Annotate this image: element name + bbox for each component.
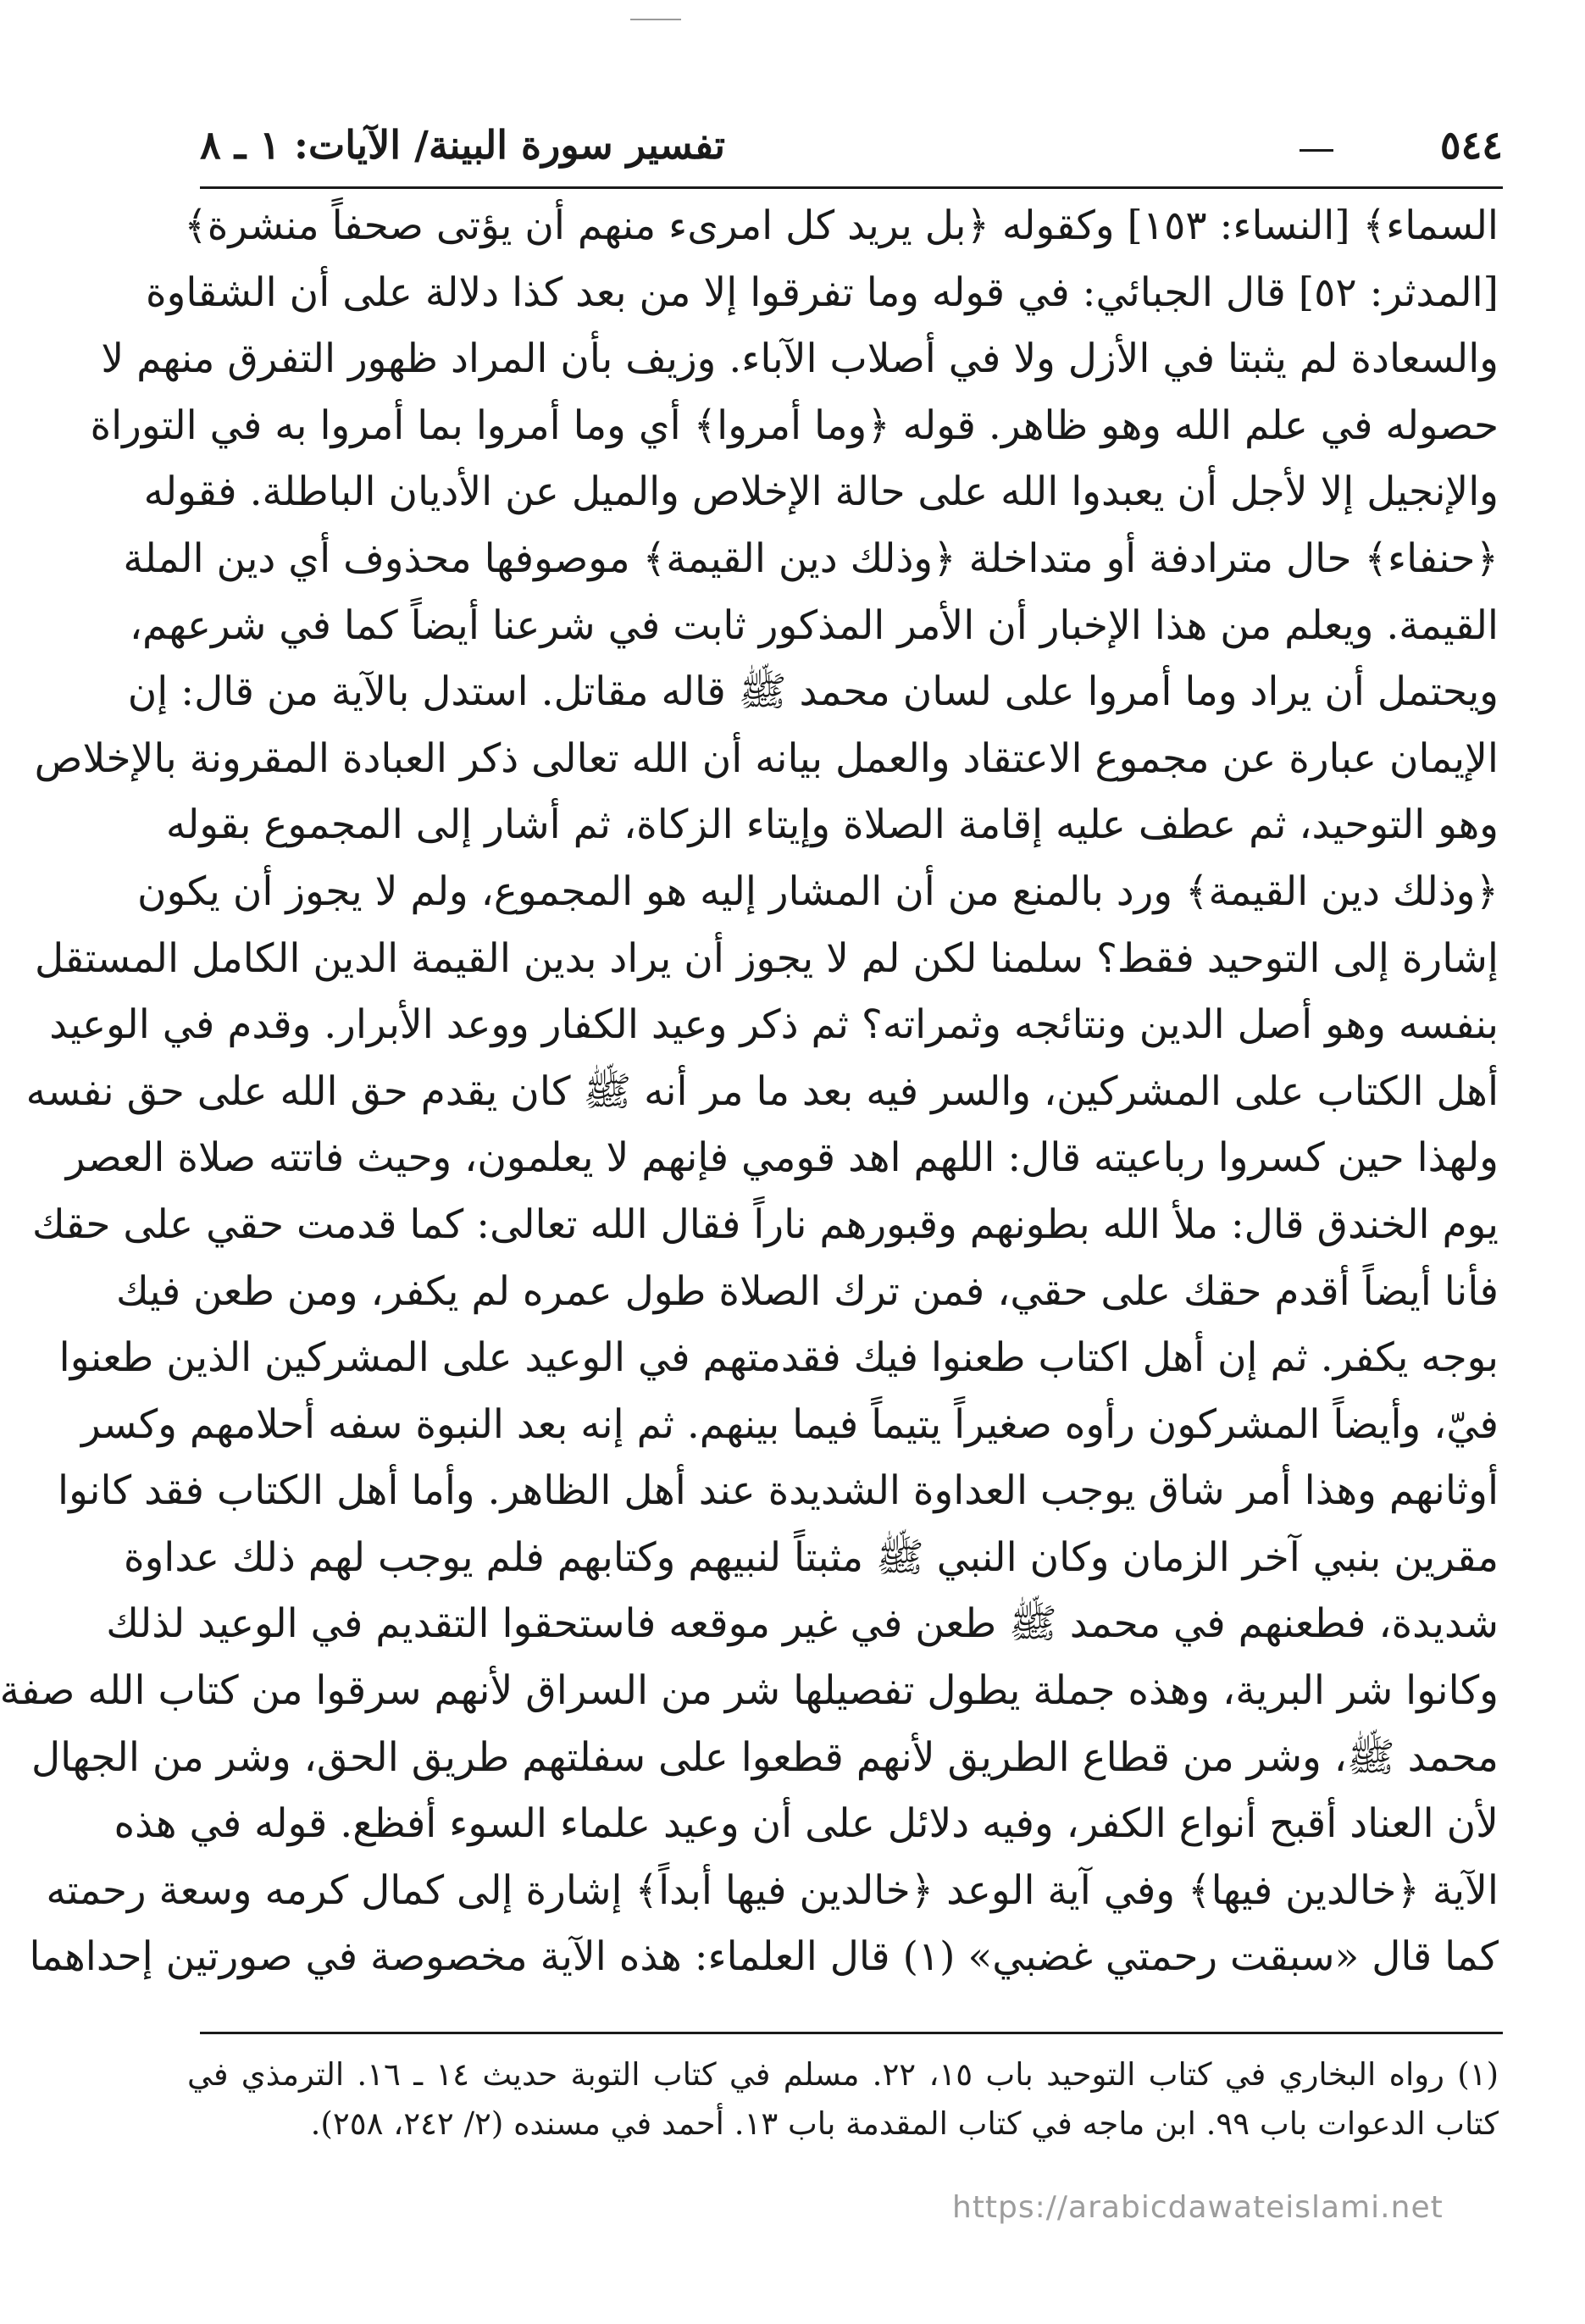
text-line: ويحتمل أن يراد وما أمروا على لسان محمد ﷺ قاله مقاتل. استدل بالآية من قال: إن: [127, 668, 1499, 716]
footnote-separator: [200, 2032, 1503, 2034]
text-line: يوم الخندق قال: ملأ الله بطونهم وقبورهم ناراً فقال الله تعالى: كما قدمت حقي على حقك: [31, 1201, 1499, 1248]
text-line: [المدثر: ٥٢] قال الجبائي: في قوله وما تفرقوا إلا من بعد كذا دلالة على أن الشقاوة: [146, 269, 1499, 316]
text-line: وكانوا شر البرية، وهذه جملة يطول تفصيلها شر من السراق لأنهم سرقوا من كتاب الله صفة: [0, 1667, 1499, 1715]
text-line: أهل الكتاب على المشركين، والسر فيه بعد ما مر أنه ﷺ كان يقدم حق الله على حق نفسه: [25, 1068, 1499, 1115]
running-title: تفسير سورة البينة/ الآيات: ١ ـ ٨: [200, 122, 726, 168]
text-line: ﴿وذلك دين القيمة﴾ ورد بالمنع من أن المشار إليه هو المجموع، ولم لا يجوز أن يكون: [137, 868, 1499, 915]
text-line: والإنجيل إلا لأجل أن يعبدوا الله على حالة الإخلاص والميل عن الأديان الباطلة. فقوله: [143, 469, 1499, 516]
text-line: شديدة، فطعنهم في محمد ﷺ طعن في غير موقعه فاستحقوا التقديم في الوعيد لذلك: [106, 1600, 1499, 1648]
text-line: والسعادة لم يثبتا في الأزل ولا في أصلاب الآباء. وزيف بأن المراد ظهور التفرق منهم لا: [101, 336, 1499, 383]
text-line: بوجه يكفر. ثم إن أهل اكتاب طعنوا فيك فقدمتهم في الوعيد على المشركين الذين طعنوا: [58, 1334, 1499, 1382]
main-text: [0, 193, 1499, 1991]
text-line: بنفسه وهو أصل الدين ونتائجه وثمراته؟ ثم ذكر وعيد الكفار ووعد الأبرار. وقدم في الوعيد: [49, 1001, 1499, 1049]
text-line: لأن العناد أقبح أنواع الكفر، وفيه دلائل على أن وعيد علماء السوء أفظع. قوله في هذه: [114, 1800, 1499, 1848]
watermark-url: https://arabicdawateislami.net: [952, 2190, 1444, 2225]
page-header: [200, 110, 1503, 189]
footnote-line: (١) رواه البخاري في كتاب التوحيد باب ١٥، ٢٢. مسلم في كتاب التوبة حديث ١٤ ـ ١٦. الترمذي في: [187, 2056, 1499, 2093]
text-line: فأنا أيضاً أقدم حقك على حقي، فمن ترك الصلاة طول عمره لم يكفر، ومن طعن فيك: [115, 1267, 1499, 1315]
footnotes: [187, 2050, 1499, 2149]
text-line: السماء﴾ [النساء: ١٥٣] وكقوله ﴿بل يريد كل امرىء منهم أن يؤتى صحفاً منشرة﴾: [184, 202, 1499, 249]
header-dash: [1300, 149, 1333, 152]
text-line: وهو التوحيد، ثم عطف عليه إقامة الصلاة وإيتاء الزكاة، ثم أشار إلى المجموع بقوله: [165, 801, 1499, 849]
text-line: فيّ، وأيضاً المشركون رأوه صغيراً يتيماً فيما بينهم. ثم إنه بعد النبوة سفه أحلامهم وكسر: [80, 1401, 1499, 1448]
text-line: ولهذا حين كسروا رباعيته قال: اللهم اهد قومي فإنهم لا يعلمون، وحيث فاتته صلاة العصر: [65, 1134, 1499, 1182]
text-line: مقرين بنبي آخر الزمان وكان النبي ﷺ مثبتاً لنبيهم وكتابهم فلم يوجب لهم ذلك عداوة: [123, 1534, 1499, 1581]
text-line: إشارة إلى التوحيد فقط؟ سلمنا لكن لم لا يجوز أن يراد بدين القيمة الدين الكامل المستقل: [34, 935, 1499, 982]
text-line: أوثانهم وهذا أمر شاق يوجب العداوة الشديدة عند أهل الظاهر. وأما أهل الكتاب فقد كانوا: [58, 1467, 1499, 1515]
footnote-line: كتاب الدعوات باب ٩٩. ابن ماجه في كتاب المقدمة باب ١٣. أحمد في مسنده (٢/ ٢٤٢، ٢٥٨).: [310, 2105, 1499, 2142]
scan-mark: [630, 19, 681, 20]
text-line: الآية ﴿خالدين فيها﴾ وفي آية الوعد ﴿خالدين فيها أبداً﴾ إشارة إلى كمال كرمه وسعة رحمته: [46, 1866, 1499, 1914]
text-line: القيمة. ويعلم من هذا الإخبار أن الأمر المذكور ثابت في شرعنا أيضاً كما في شرعهم،: [129, 602, 1499, 649]
text-line: كما قال «سبقت رحمتي غضبي» (١) قال العلماء: هذه الآية مخصوصة في صورتين إحداهما: [29, 1933, 1499, 1981]
text-line: الإيمان عبارة عن مجموع الاعتقاد والعمل بيانه أن الله تعالى ذكر العبادة المقرونة بالإخلاص: [34, 735, 1499, 782]
page-number: ٥٤٤: [1439, 122, 1503, 168]
text-line: محمد ﷺ، وشر من قطاع الطريق لأنهم قطعوا على سفلتهم طريق الحق، وشر من الجهال: [31, 1733, 1499, 1781]
text-line: ﴿حنفاء﴾ حال مترادفة أو متداخلة ﴿وذلك دين القيمة﴾ موصوفها محذوف أي دين الملة: [123, 535, 1499, 582]
text-line: حصوله في علم الله وهو ظاهر. قوله ﴿وما أمروا﴾ أي وما أمروا بما أمروا به في التوراة: [90, 402, 1499, 449]
